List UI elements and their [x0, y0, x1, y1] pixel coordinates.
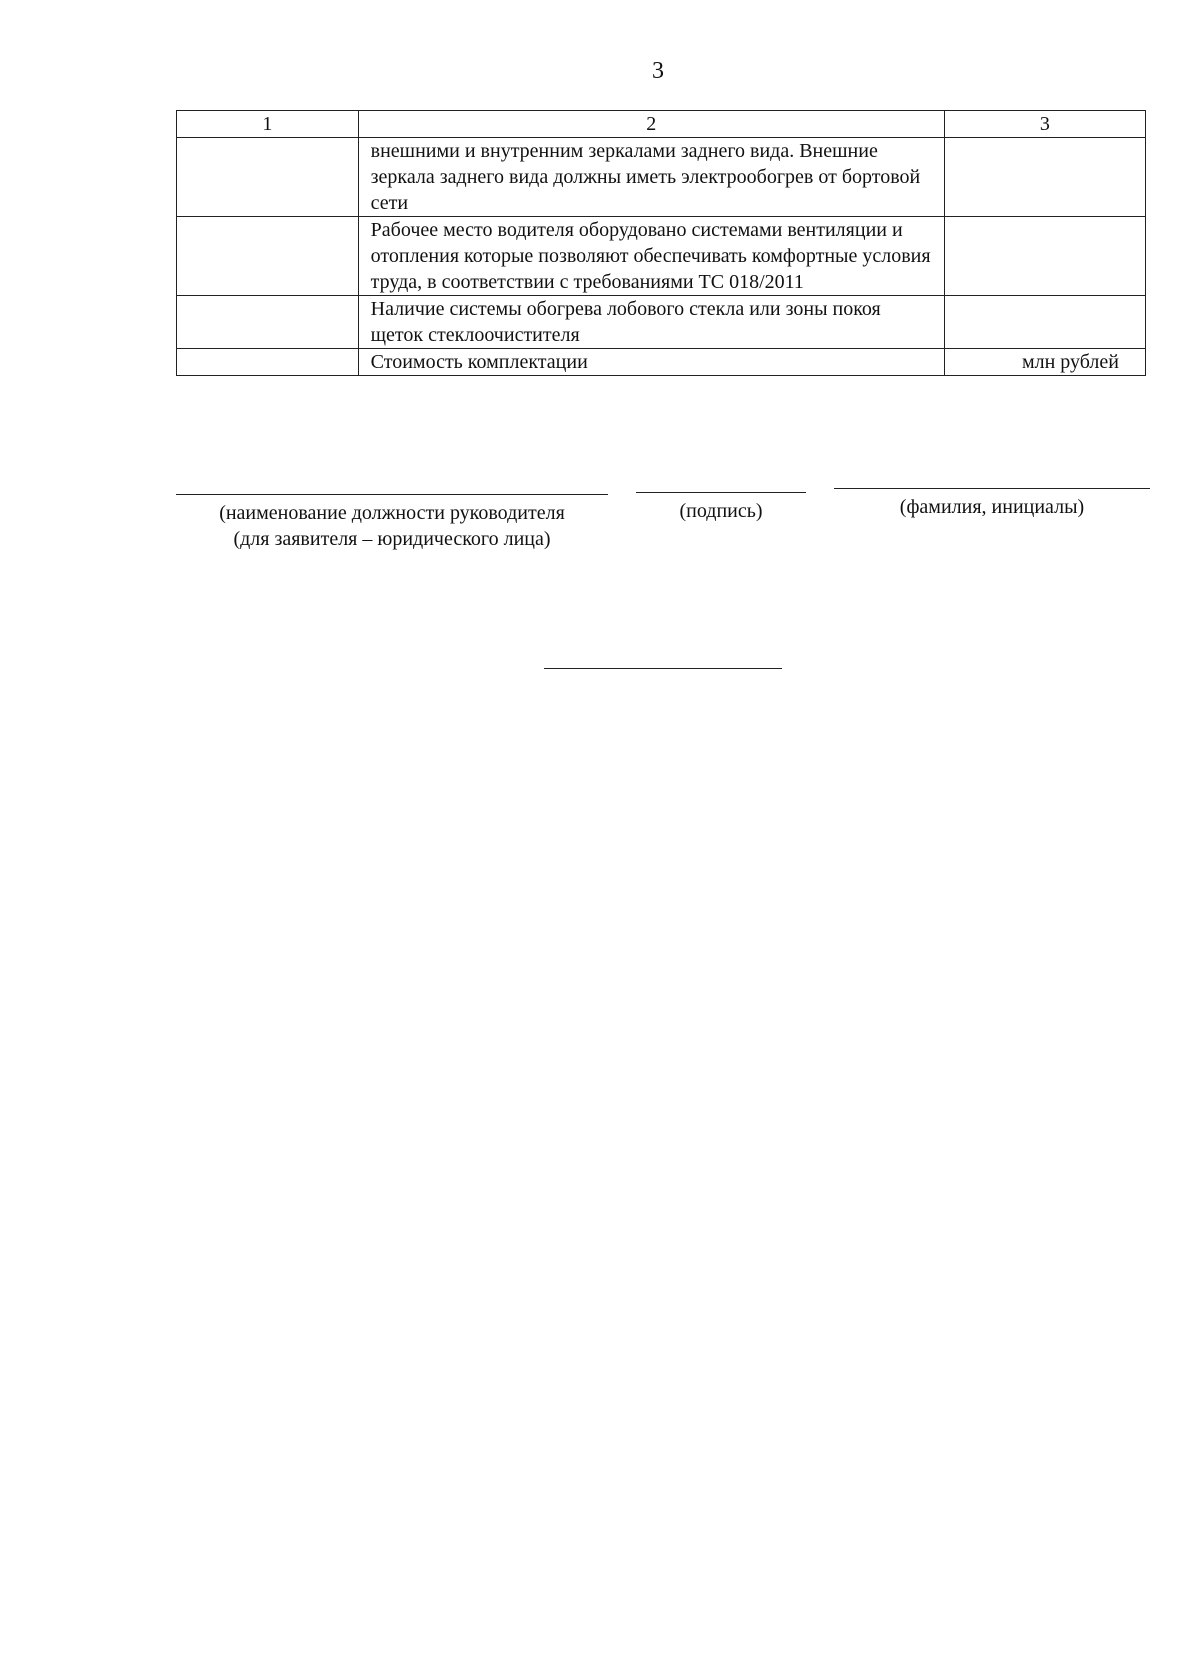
requirement-cell: Наличие системы обогрева лобового стекла или зоны покоя щеток стеклоочистителя — [358, 296, 944, 349]
row-number-cell — [177, 138, 359, 217]
header-cell-2: 2 — [358, 111, 944, 138]
header-cell-3: 3 — [944, 111, 1145, 138]
position-label-line-1: (наименование должности руководителя — [219, 502, 565, 524]
position-signature-line — [176, 494, 608, 495]
value-cell — [944, 138, 1145, 217]
table-row — [177, 296, 1146, 349]
unit-cell: млн рублей — [944, 349, 1145, 376]
closing-rule — [544, 668, 782, 669]
name-signature-line — [834, 488, 1150, 489]
table-row — [177, 217, 1146, 296]
signature-label: (подпись) — [679, 500, 763, 522]
specification-table — [176, 110, 1146, 376]
page-number: 3 — [652, 58, 664, 84]
position-label-line-2: (для заявителя – юридического лица) — [233, 528, 551, 550]
value-cell — [944, 217, 1145, 296]
signature-line — [636, 492, 806, 493]
header-cell-1: 1 — [177, 111, 359, 138]
value-cell — [944, 296, 1145, 349]
table-row — [177, 138, 1146, 217]
position-label — [176, 500, 608, 552]
row-number-cell — [177, 349, 359, 376]
requirement-cell: Стоимость комплектации — [358, 349, 944, 376]
name-label: (фамилия, инициалы) — [899, 496, 1085, 518]
row-number-cell — [177, 217, 359, 296]
table-row — [177, 349, 1146, 376]
table-header-row — [177, 111, 1146, 138]
requirement-cell: Рабочее место водителя оборудовано системами вентиляции и отопления которые позволяют обеспечивать комфортные условия труда, в соответствии с требованиями ТС 018/2011 — [358, 217, 944, 296]
requirement-cell: внешними и внутренним зеркалами заднего вида. Внешние зеркала заднего вида должны иметь электрообогрев от бортовой сети — [358, 138, 944, 217]
row-number-cell — [177, 296, 359, 349]
